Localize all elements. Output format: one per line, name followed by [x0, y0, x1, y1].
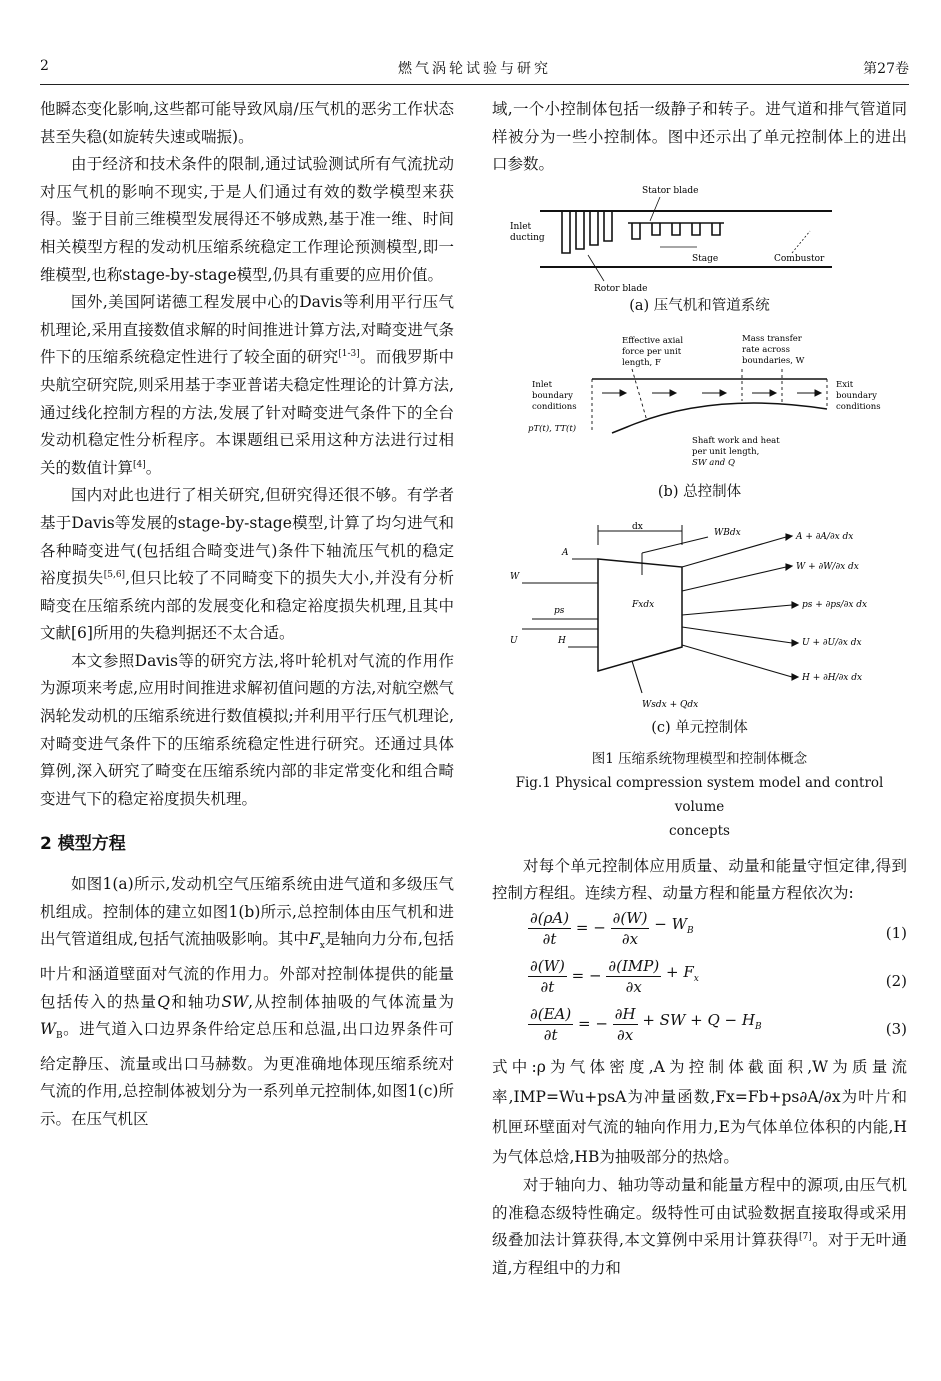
figure-1b	[492, 331, 907, 511]
paragraph: 国内对此也进行了相关研究,但研究得还很不够。有学者基于Davis等发展的stage-by-stage模型,计算了均匀进气和各种畸变进气(包括组合畸变进气)条件下轴流压气机的稳定裕度损失[5,6],但只比较了不同畸变下的损失大小,并没有分析畸变在压缩系统内部的发展变化和稳定裕度损失机理,且其中文献[6]所用的失稳判据还不太合适。	[40, 486, 454, 643]
figure-caption-en-2: concepts	[669, 822, 730, 839]
paragraph: 对于轴向力、轴功等动量和能量方程中的源项,由压气机的准稳态级特性确定。级特性可由试验数据直接取得或采用级叠加法计算获得,本文算例中采用计算获得[7]。对于无叶通道,方程组中的力和	[492, 1175, 907, 1277]
velocity-out-label: U + ∂U/∂x dx	[802, 637, 862, 648]
equation-3: $\frac{\partial(EA)}{\partial t}$ = − $\frac{\partial H}{\partial x}$ + SW + $Q - H_B$ (3)	[530, 1004, 907, 1044]
figure-caption-cn: 图1 压缩系统物理模型和控制体概念	[591, 750, 808, 767]
exit-boundary-label-2: boundary	[836, 390, 877, 401]
paragraph: 国外,美国阿诺德工程发展中心的Davis等利用平行压气机理论,采用直接数值求解的时间推进计算方法,对畸变进气条件下的压缩系统稳定性进行了较全面的研究[1-3]。而俄罗斯中央航空研究院,则采用基于李亚普诺夫稳定性理论的计算方法,通过线化控制方程的方法,发展了针对畸变进气条件下的全台发动机稳定性分析程序。本课题组已采用这种方法进行过相关的数值计算[4]。	[40, 293, 454, 477]
mass-transfer-label-1: Mass transfer	[742, 333, 802, 344]
rotor-blade-label: Rotor blade	[594, 283, 648, 294]
heat-work-label: Wsdx + Qdx	[642, 699, 699, 710]
citation: [1-3]	[338, 349, 360, 360]
figure-1c-caption: (c) 单元控制体	[651, 719, 748, 736]
compressor-duct-diagram	[492, 183, 907, 295]
citation: [7]	[798, 1232, 812, 1242]
velocity-in-label: U	[510, 635, 518, 646]
paragraph: 如图1(a)所示,发动机空气压缩系统由进气道和多级压气机组成。控制体的建立如图1(b)所示,总控制体由压气机和进出气管道组成,包括气流抽吸影响。其中$F_x$是轴向力分布,包括叶片和涵道壁面对气流的作用力。外部对控制体提供的能量包括传入的热量Q和轴功SW,从控制体抽吸的气体流量为$W_B$。进气道入口边界条件给定总压和总温,出口边界条件可给定静压、流量或出口马赫数。为更准确地体现压缩系统对气流的作用,总控制体被划分为一系列单元控制体,如图1(c)所示。在压气机区	[40, 875, 454, 1128]
equation-number: (1)	[885, 923, 907, 942]
right-column	[492, 96, 907, 1282]
paragraph: 域,一个小控制体包括一级静子和转子。进气道和排气管道同样被分为一些小控制体。图中还示出了单元控制体上的进出口参数。	[492, 100, 907, 174]
page-header	[40, 58, 909, 82]
axial-force-label-2: force per unit	[622, 346, 682, 357]
equation-number: (3)	[885, 1019, 907, 1038]
inlet-pressure-temperature: pT(t), TT(t)	[528, 423, 577, 434]
axial-force-label-1: Effective axial	[622, 335, 684, 346]
paragraph: 对每个单元控制体应用质量、动量和能量守恒定律,得到控制方程组。连续方程、动量方程和能量方程依次为:	[492, 856, 907, 903]
mass-transfer-label-3: boundaries, W	[742, 355, 805, 366]
citation: [4]	[133, 459, 146, 470]
static-pressure-in-label: ps	[554, 605, 565, 616]
citation: [5,6]	[103, 569, 126, 580]
shaft-work-label-1: Shaft work and heat	[692, 435, 780, 446]
axial-force-label: Fxdx	[632, 599, 655, 610]
left-column	[40, 96, 454, 1134]
dx-label: dx	[632, 521, 643, 532]
shaft-work-label-2: per unit length,	[692, 446, 760, 457]
exit-boundary-label-3: conditions	[836, 401, 881, 412]
paragraph: 式中:ρ为气体密度,A为控制体截面积,W为质量流率,IMP=Wu+psA为冲量函数,Fx=Fb+ps∂A/∂x为叶片和机匣环壁面对气流的轴向作用力,E为气体单位体积的内能,H为气体总焓,HB为抽吸部分的热焓。	[492, 1057, 907, 1166]
bleed-flow-label: WBdx	[714, 527, 741, 538]
journal-title: 燃气涡轮试验与研究	[398, 61, 551, 77]
figure-1b-caption: (b) 总控制体	[657, 483, 742, 500]
figure-1a	[492, 183, 907, 323]
flow-out-label: W + ∂W/∂x dx	[796, 561, 859, 572]
inlet-label: Inlet	[510, 221, 532, 232]
figure-caption-en: Fig.1 Physical compression system model and control volume	[515, 774, 884, 815]
paragraph: 本文参照Davis等的研究方法,将叶轮机对气流的作用作为源项来考虑,应用时间推进求解初值问题的方法,对航空燃气涡轮发动机的压缩系统进行数值模拟;并利用平行压气机理论,对畸变进气条件下的压缩系统稳定性进行研究。还通过具体算例,深入研究了畸变在压缩系统内部的非定常变化和组合畸变进气下的稳定裕度损失机理。	[40, 651, 454, 808]
shaft-work-label-3: SW and Q	[692, 457, 735, 468]
total-control-volume-diagram	[492, 331, 907, 481]
equation-2: $\frac{\partial(W)}{\partial t}$ = − $\frac{\text{∂(IMP)}}{\partial x}$ + $F_x$ (2)	[530, 956, 907, 996]
area-out-label: A + ∂A/∂x dx	[796, 531, 854, 542]
ducting-label: ducting	[510, 232, 545, 243]
enthalpy-out-label: H + ∂H/∂x dx	[802, 672, 863, 683]
figure-1c	[492, 517, 907, 747]
equation-1: $\frac{\partial(\rho A)}{\partial t}$ = − $\frac{\partial(W)}{\partial x}$ − $W_B$ (1)	[530, 908, 907, 948]
section-title: 2 模型方程	[40, 834, 126, 855]
inlet-boundary-label-1: Inlet	[532, 379, 552, 390]
combustor-label: Combustor	[774, 253, 825, 264]
unit-control-volume-diagram	[492, 517, 907, 717]
inlet-boundary-label-3: conditions	[532, 401, 577, 412]
axial-force-label-3: length, F	[622, 357, 661, 368]
pressure-out-label: ps + ∂ps/∂x dx	[802, 599, 868, 610]
stage-label: Stage	[692, 253, 719, 264]
paragraph: 他瞬态变化影响,这些都可能导致风扇/压气机的恶劣工作状态甚至失稳(如旋转失速或喘振)。	[40, 100, 454, 146]
volume-label: 第27卷	[863, 61, 909, 77]
figure-1a-caption: (a) 压气机和管道系统	[629, 297, 770, 314]
enthalpy-in-label: H	[558, 635, 566, 646]
exit-boundary-label-1: Exit	[836, 379, 854, 390]
area-in-label: A	[562, 547, 569, 558]
flow-in-label: W	[510, 571, 520, 582]
stator-blade-label: Stator blade	[642, 185, 699, 196]
page-number: 2	[40, 58, 49, 74]
header-rule	[40, 84, 909, 85]
equation-number: (2)	[885, 971, 907, 990]
paragraph: 由于经济和技术条件的限制,通过试验测试所有气流扰动对压气机的影响不现实,于是人们通过有效的数学模型来获得。鉴于目前三维模型发展得还不够成熟,基于准一维、时间相关模型方程的发动机压缩系统稳定工作理论预测模型,即一维模型,也称stage-by-stage模型,仍具有重要的应用价值。	[40, 155, 454, 284]
mass-transfer-label-2: rate across	[742, 344, 791, 355]
inlet-boundary-label-2: boundary	[532, 390, 573, 401]
